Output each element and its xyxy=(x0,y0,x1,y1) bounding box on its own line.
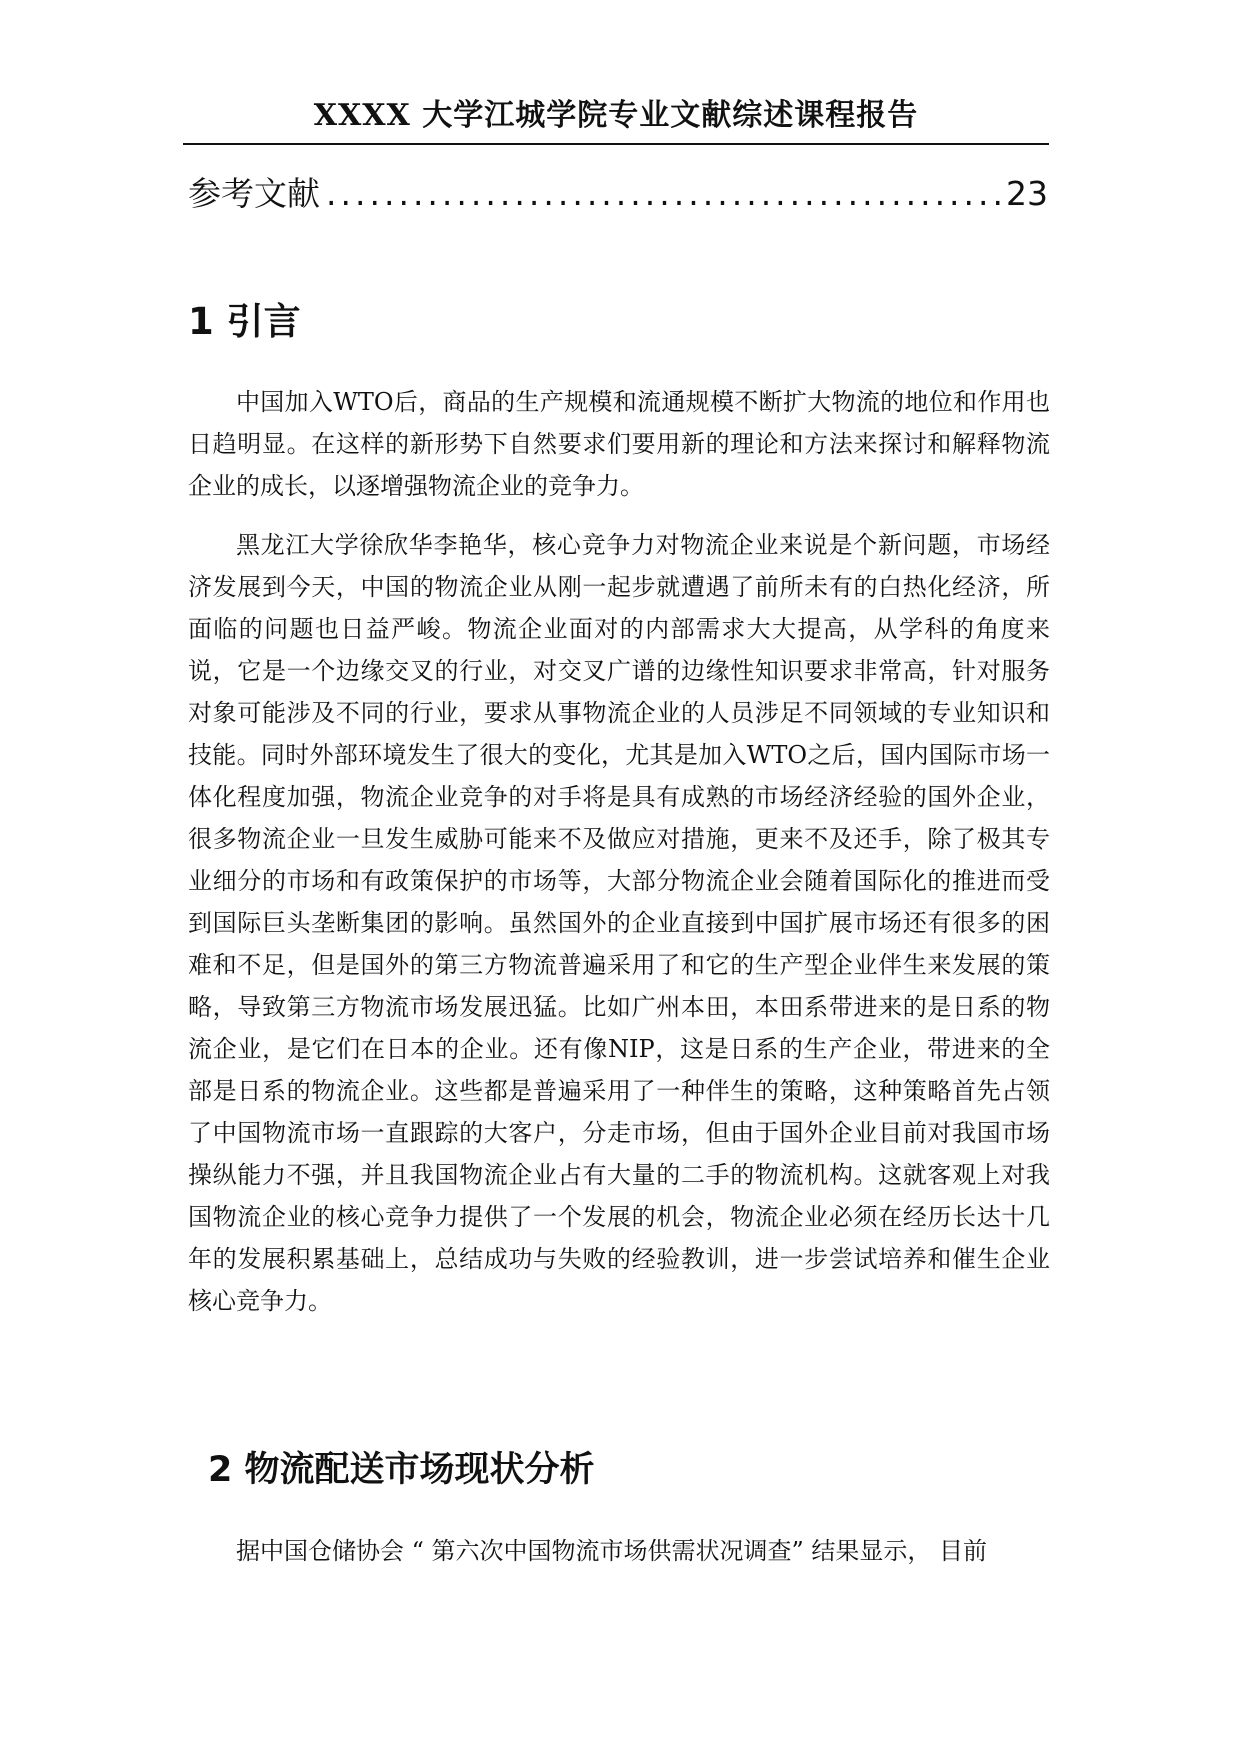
page-header-title: XXXX 大学江城学院专业文献综述课程报告 xyxy=(313,98,919,133)
header-divider xyxy=(183,143,1049,145)
section-heading-market-analysis: 2 物流配送市场现状分析 xyxy=(208,1450,595,1490)
toc-entry-page: 23 xyxy=(1006,174,1048,213)
toc-leader-dots xyxy=(326,168,1000,220)
toc-entry-references[interactable] xyxy=(188,168,1048,220)
body-paragraph: 黑龙江大学徐欣华李艳华，核心竞争力对物流企业来说是个新问题，市场经济发展到今天，中国的物流企业从刚一起步就遭遇了前所未有的白热化经济，所面临的问题也日益严峻。物流企业面对的内部需求大大提高，从学科的角度来说，它是一个边缘交叉的行业，对交叉广谱的边缘性知识要求非常高，针对服务对象可能涉及不同的行业，要求从事物流企业的人员涉足不同领域的专业知识和技能。同时外部环境发生了很大的变化，尤其是加入WTO之后，国内国际市场一体化程度加强，物流企业竞争的对手将是具有成熟的市场经济经验的国外企业，很多物流企业一旦发生威胁可能来不及做应对措施，更来不及还手，除了极其专业细分的市场和有政策保护的市场等，大部分物流企业会随着国际化的推进而受到国际巨头垄断集团的影响。虽然国外的企业直接到中国扩展市场还有很多的困难和不足，但是国外的第三方物流普遍采用了和它的生产型企业伴生来发展的策略，导致第三方物流市场发展迅猛。比如广州本田，本田系带进来的是日系的物流企业，是它们在日本的企业。还有像NIP，这是日系的生产企业，带进来的全部是日系的物流企业。这些都是普遍采用了一种伴生的策略，这种策略首先占领了中国物流市场一直跟踪的大客户，分走市场，但由于国外企业目前对我国市场操纵能力不强，并且我国物流企业占有大量的二手的物流机构。这就客观上对我国物流企业的核心竞争力提供了一个发展的机会，物流企业必须在经历长达十几年的发展积累基础上，总结成功与失败的经验教训，进一步尝试培养和催生企业核心竞争力。 xyxy=(188,531,1050,1315)
section-heading-introduction: 1 引言 xyxy=(188,300,301,343)
toc-entry-label: 参考文献 xyxy=(188,174,320,213)
body-paragraph: 中国加入WTO后，商品的生产规模和流通规模不断扩大物流的地位和作用也日趋明显。在这样的新形势下自然要求们要用新的理论和方法来探讨和解释物流企业的成长，以逐增强物流企业的竞争力。 xyxy=(188,388,1050,500)
body-paragraph: 据中国仓储协会 “ 第六次中国物流市场供需状况调查” 结果显示， 目前 xyxy=(236,1537,988,1565)
